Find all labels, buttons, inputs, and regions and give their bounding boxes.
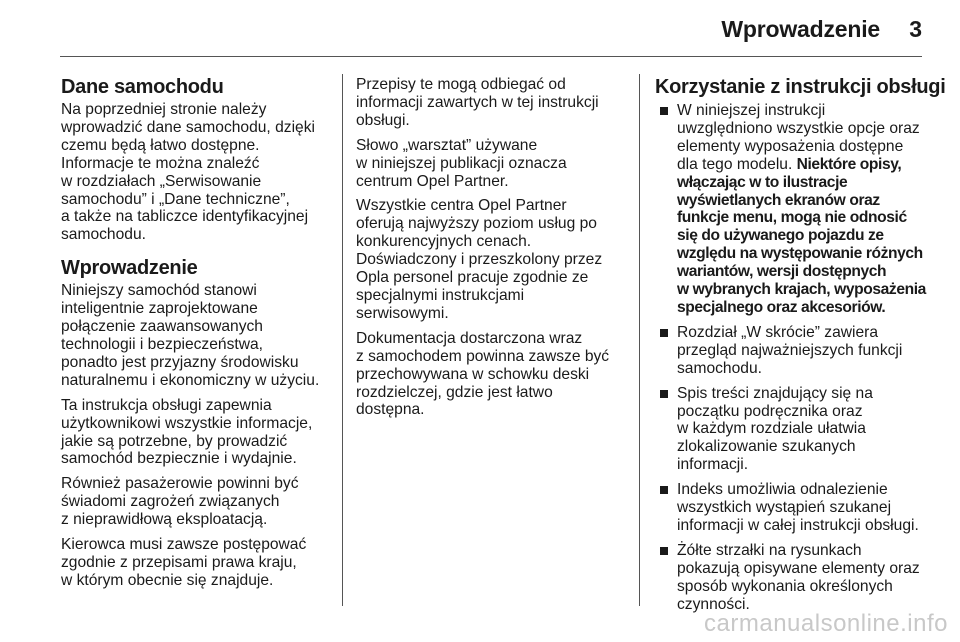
text-line: Informacje te można znaleźć <box>61 154 260 172</box>
text-line: względu na występowanie różnych <box>677 245 923 263</box>
text-line: W niniejszej instrukcji <box>677 102 826 119</box>
text-line: przechowywana w schowku deski <box>356 365 590 383</box>
text-line: Spis treści znajdujący się na <box>677 384 873 402</box>
text-line: dostępna. <box>356 401 425 419</box>
text-line: ponadto jest przyjazny środowisku <box>61 353 299 371</box>
square-bullet-icon <box>660 486 668 494</box>
page-number: 3 <box>909 16 922 42</box>
watermark: carmanualsonline.info <box>704 610 948 637</box>
text-line: samochód bezpiecznie i wydajnie. <box>61 450 297 468</box>
text-line: rozdzielczej, gdzie jest łatwo <box>356 383 553 401</box>
text-line: serwisowymi. <box>356 304 449 322</box>
paragraph <box>61 282 333 389</box>
text-line: połączenie zaawansowanych <box>61 318 263 336</box>
text-line: się do używanego pojazdu ze <box>677 227 884 245</box>
text-line: a także na tabliczce identyfikacyjnej <box>61 208 309 226</box>
list-item <box>655 481 923 535</box>
text-line: przegląd najważniejszych funkcji <box>677 341 903 359</box>
column-divider <box>639 74 640 606</box>
column-middle <box>356 76 631 426</box>
paragraph <box>356 137 631 191</box>
paragraph <box>356 197 631 322</box>
text-line: informacji w całej instrukcji obsługi. <box>677 516 919 534</box>
bullet-list <box>655 102 926 613</box>
text-line: zgodnie z przepisami prawa kraju, <box>61 553 297 571</box>
text-line: pokazują opisywane elementy oraz <box>677 559 920 577</box>
text-line: Słowo „warsztat” używane <box>356 136 538 154</box>
header-rule <box>60 56 922 57</box>
text-line: wariantów, wersji dostępnych <box>677 263 887 281</box>
text-line: włączając w to ilustracje <box>677 173 848 191</box>
text-line: Indeks umożliwia odnalezienie <box>677 481 888 499</box>
square-bullet-icon <box>660 329 668 337</box>
text-line: czemu będą łatwo dostępne. <box>61 136 260 154</box>
page-header <box>0 0 960 58</box>
text-line: informacji zawartych w tej instrukcji <box>356 93 599 111</box>
text-line: specjalnego oraz akcesoriów. <box>677 298 886 316</box>
text-line: Wszystkie centra Opel Partner <box>356 197 567 215</box>
text-line: wprowadzić dane samochodu, dzięki <box>61 118 315 136</box>
text-line: samochodu” i „Dane techniczne”, <box>61 190 290 208</box>
paragraph <box>356 330 631 420</box>
column-divider <box>342 74 343 606</box>
text-line: jakie są potrzebne, by prowadzić <box>61 432 288 450</box>
text-line: w którym obecnie się znajduje. <box>61 571 274 589</box>
text-line: Opla personel pracuje zgodnie ze <box>356 269 589 287</box>
text-line: funkcje menu, mogą nie odnosić <box>677 209 907 227</box>
text-line: w wybranych krajach, wyposażenia <box>677 281 926 299</box>
text-line: sposób wykonania określonych <box>677 577 893 595</box>
text-line: specjalnymi instrukcjami <box>356 286 525 304</box>
text-line: z samochodem powinna zawsze być <box>356 347 610 365</box>
text-line: oferują najwyższy poziom usług po <box>356 215 597 233</box>
text-line: w każdym rozdziale ułatwia <box>677 420 866 438</box>
text-line: Ta instrukcja obsługi zapewnia <box>61 396 272 414</box>
text-line: konkurencyjnych cenach. <box>356 233 532 251</box>
text-line: Przepisy te mogą odbiegać od <box>356 76 566 93</box>
text-line: Rozdział „W skrócie” zawiera <box>677 323 879 341</box>
text-line: wyświetlanych ekranów oraz <box>677 191 880 209</box>
section-heading: Wprowadzenie <box>61 257 198 280</box>
list-item: W niniejszej instrukcji uwzględniono wszystkie opcje oraz elementy wyposażenia dostępne dla tego modelu. Niektóre opisy, włączając w to ilustracje wyświetlanych ekranów oraz funkcje menu, mogą nie odnosić się do używanego pojazdu ze względu na występowanie różnych wariantów, wersji dostępnych w wybranych krajach, wyposażenia specjalnego oraz akcesoriów. <box>655 102 923 317</box>
text-line: naturalnemu i ekonomiczny w użyciu. <box>61 371 320 389</box>
square-bullet-icon <box>660 390 668 398</box>
list-item <box>655 324 923 378</box>
text-line: Kierowca musi zawsze postępować <box>61 536 307 554</box>
paragraph <box>61 536 333 590</box>
text-line: Niniejszy samochód stanowi <box>61 282 257 300</box>
paragraph <box>61 397 333 469</box>
section-heading: Korzystanie z instrukcji obsługi <box>655 76 946 98</box>
text-line: początku podręcznika oraz <box>677 402 863 420</box>
text-line: Doświadczony i przeszkolony przez <box>356 251 603 269</box>
text-line: uwzględniono wszystkie opcje oraz <box>677 119 920 137</box>
header-title: Wprowadzenie <box>721 16 880 42</box>
paragraph <box>61 475 333 529</box>
text-line: samochodu. <box>677 359 762 377</box>
text-line: użytkownikowi wszystkie informacje, <box>61 414 313 432</box>
text-line: elementy wyposażenia dostępne <box>677 137 904 155</box>
text-line: samochodu. <box>61 226 146 244</box>
text-line: inteligentnie zaprojektowane <box>61 300 258 318</box>
text-line: świadomi zagrożeń związanych <box>61 493 280 511</box>
text-line: Na poprzedniej stronie należy <box>61 101 267 118</box>
text-line: z nieprawidłową eksploatacją. <box>61 511 268 529</box>
paragraph <box>356 76 631 130</box>
text-line: informacji. <box>677 456 749 474</box>
list-item <box>655 385 923 475</box>
square-bullet-icon <box>660 547 668 555</box>
text-line: wszystkich wystąpień szukanej <box>677 499 892 517</box>
column-left <box>61 76 333 597</box>
text-line: zlokalizowanie szukanych <box>677 438 856 456</box>
text-line: technologii i bezpieczeństwa, <box>61 335 263 353</box>
text-line: obsługi. <box>356 111 410 129</box>
section-heading: Dane samochodu <box>61 76 224 98</box>
column-right <box>655 76 946 620</box>
text-line: Również pasażerowie powinni być <box>61 475 299 493</box>
text-line: Żółte strzałki na rysunkach <box>677 541 862 559</box>
text-line: czynności. <box>677 595 750 613</box>
text-line: Dokumentacja dostarczona wraz <box>356 329 583 347</box>
paragraph <box>61 101 333 244</box>
text-line: w rozdziałach „Serwisowanie <box>61 172 262 190</box>
list-item <box>655 542 923 614</box>
text-line: centrum Opel Partner. <box>356 172 509 190</box>
text-line: w niniejszej publikacji oznacza <box>356 154 567 172</box>
square-bullet-icon <box>660 107 668 115</box>
